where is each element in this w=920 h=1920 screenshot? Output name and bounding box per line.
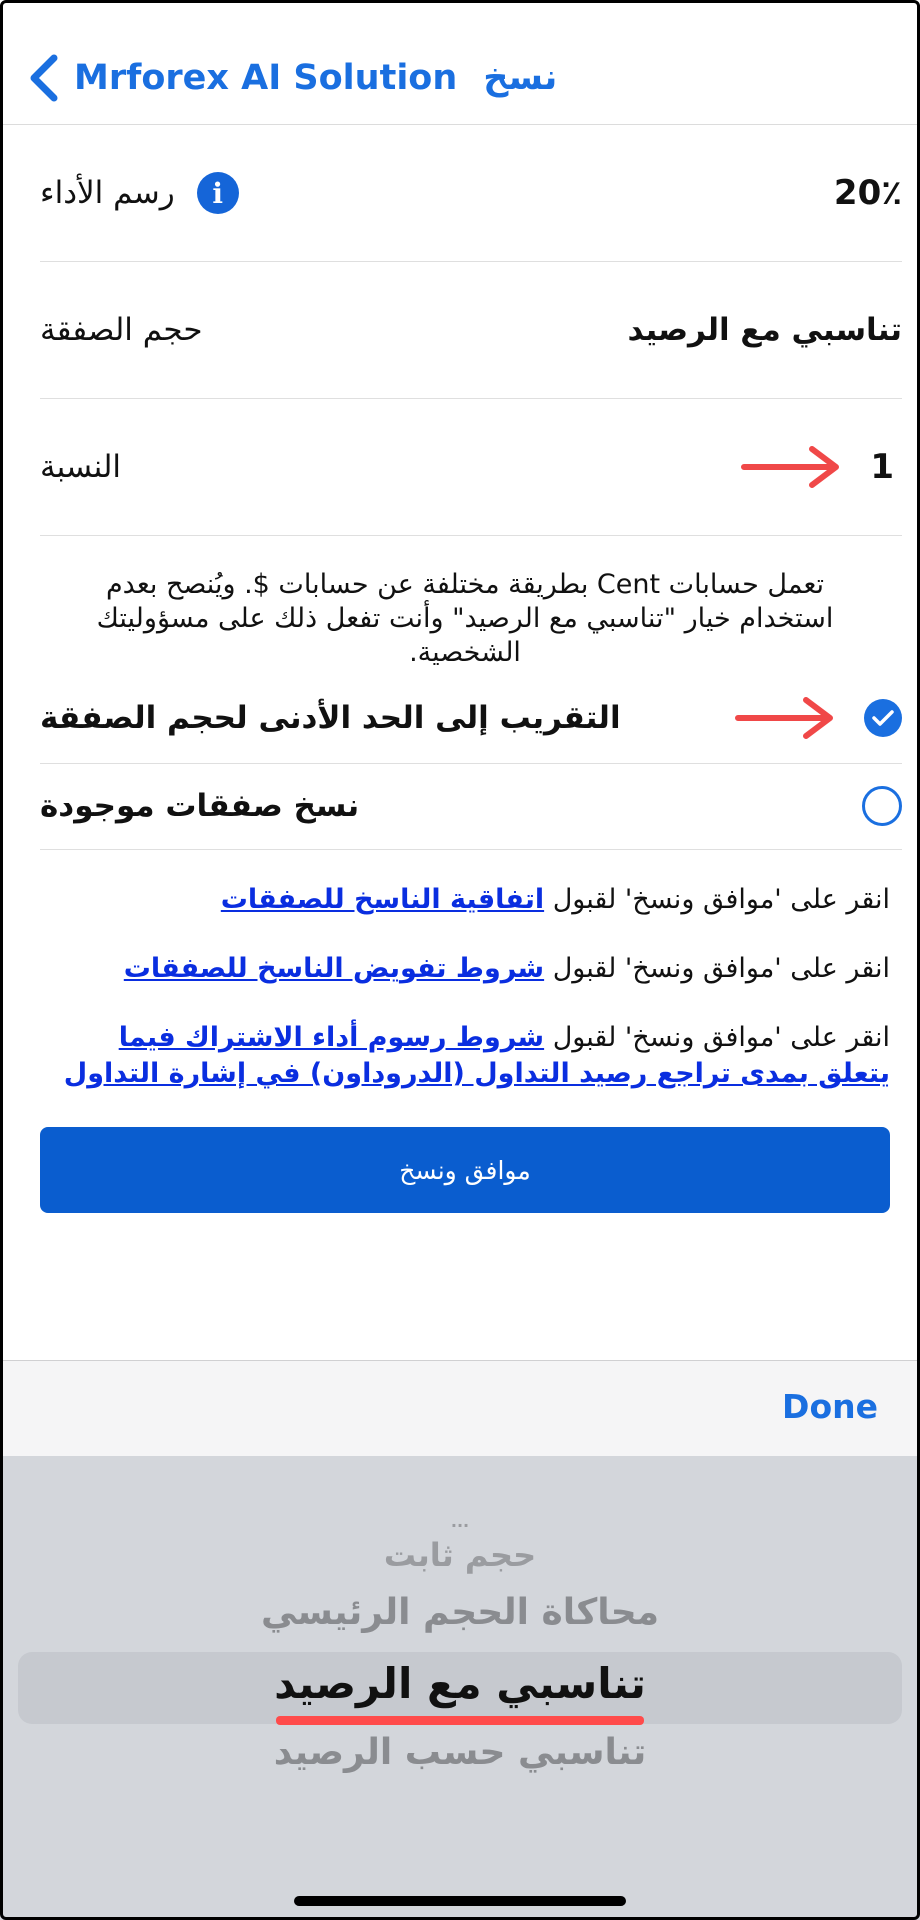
home-indicator — [294, 1896, 626, 1906]
terms-text: انقر على 'موافق ونسخ' لقبول — [544, 953, 890, 984]
divider — [40, 535, 902, 536]
ratio-label: النسبة — [40, 449, 122, 485]
checkmark-circle-icon[interactable] — [864, 699, 902, 737]
trade-volume-label: حجم الصفقة — [40, 312, 203, 348]
round-to-min-volume-option[interactable] — [40, 683, 902, 753]
performance-fee-label-group — [40, 172, 239, 214]
ratio-row — [40, 432, 902, 502]
ratio-value[interactable]: 1 — [870, 447, 894, 487]
nav-copy-action[interactable]: نسخ — [483, 58, 558, 98]
copier-authorization-link[interactable]: شروط تفويض الناسخ للصفقات — [123, 953, 545, 984]
ratio-value-group — [740, 445, 902, 489]
picker-item[interactable]: محاكاة الحجم الرئيسي — [260, 1592, 660, 1633]
picker-item[interactable]: حجم ثابت — [383, 1536, 537, 1574]
red-underline-annotation — [276, 1716, 644, 1725]
navigation-bar — [0, 0, 920, 125]
nav-title[interactable]: Mrforex AI Solution — [74, 58, 458, 98]
terms-text: انقر على 'موافق ونسخ' لقبول — [544, 1022, 890, 1053]
option-label: نسخ صفقات موجودة — [40, 788, 360, 824]
performance-fee-row — [40, 158, 902, 228]
performance-fee-terms-link[interactable]: شروط رسوم أداء الاشتراك فيما يتعلق بمدى تراجع رصيد التداول (الدروداون) في إشارة التداول — [63, 1022, 890, 1089]
picker-item-partial: ... — [450, 1512, 470, 1531]
performance-fee-value: 20٪ — [833, 173, 902, 213]
performance-fee-label: رسم الأداء — [40, 175, 175, 211]
divider — [40, 763, 902, 764]
agree-and-copy-button[interactable]: موافق ونسخ — [40, 1127, 890, 1213]
terms-line — [40, 951, 890, 987]
volume-picker-wheel[interactable] — [0, 1456, 920, 1920]
copier-agreement-link[interactable]: اتفاقية الناسخ للصفقات — [220, 884, 545, 915]
terms-text: انقر على 'موافق ونسخ' لقبول — [544, 884, 890, 915]
divider — [40, 398, 902, 399]
trade-volume-row[interactable] — [40, 295, 902, 365]
trade-volume-value[interactable]: تناسبي مع الرصيد — [627, 312, 902, 348]
empty-circle-icon[interactable] — [862, 786, 902, 826]
nav-title-group — [74, 54, 557, 102]
picker-item[interactable]: تناسبي حسب الرصيد — [273, 1732, 647, 1773]
picker-toolbar — [0, 1360, 920, 1457]
terms-line — [40, 1020, 890, 1092]
divider — [40, 261, 902, 262]
done-button[interactable]: Done — [782, 1387, 878, 1426]
option-check-group — [734, 696, 902, 740]
copy-existing-trades-option[interactable] — [40, 771, 902, 841]
option-label: التقريب إلى الحد الأدنى لحجم الصفقة — [40, 700, 621, 736]
red-arrow-annotation-icon — [734, 696, 838, 740]
terms-line — [40, 882, 890, 918]
cent-account-notice: تعمل حسابات Cent بطريقة مختلفة عن حسابات $. ويُنصح بعدم استخدام خيار "تناسبي مع الرصيد" وأنت تفعل ذلك على مسؤوليتك الشخصية. — [96, 569, 834, 668]
chevron-left-icon[interactable] — [22, 52, 68, 104]
info-icon[interactable]: i — [197, 172, 239, 214]
red-arrow-annotation-icon — [740, 445, 844, 489]
picker-item-selected[interactable]: تناسبي مع الرصيد — [274, 1659, 646, 1708]
divider — [40, 849, 902, 850]
